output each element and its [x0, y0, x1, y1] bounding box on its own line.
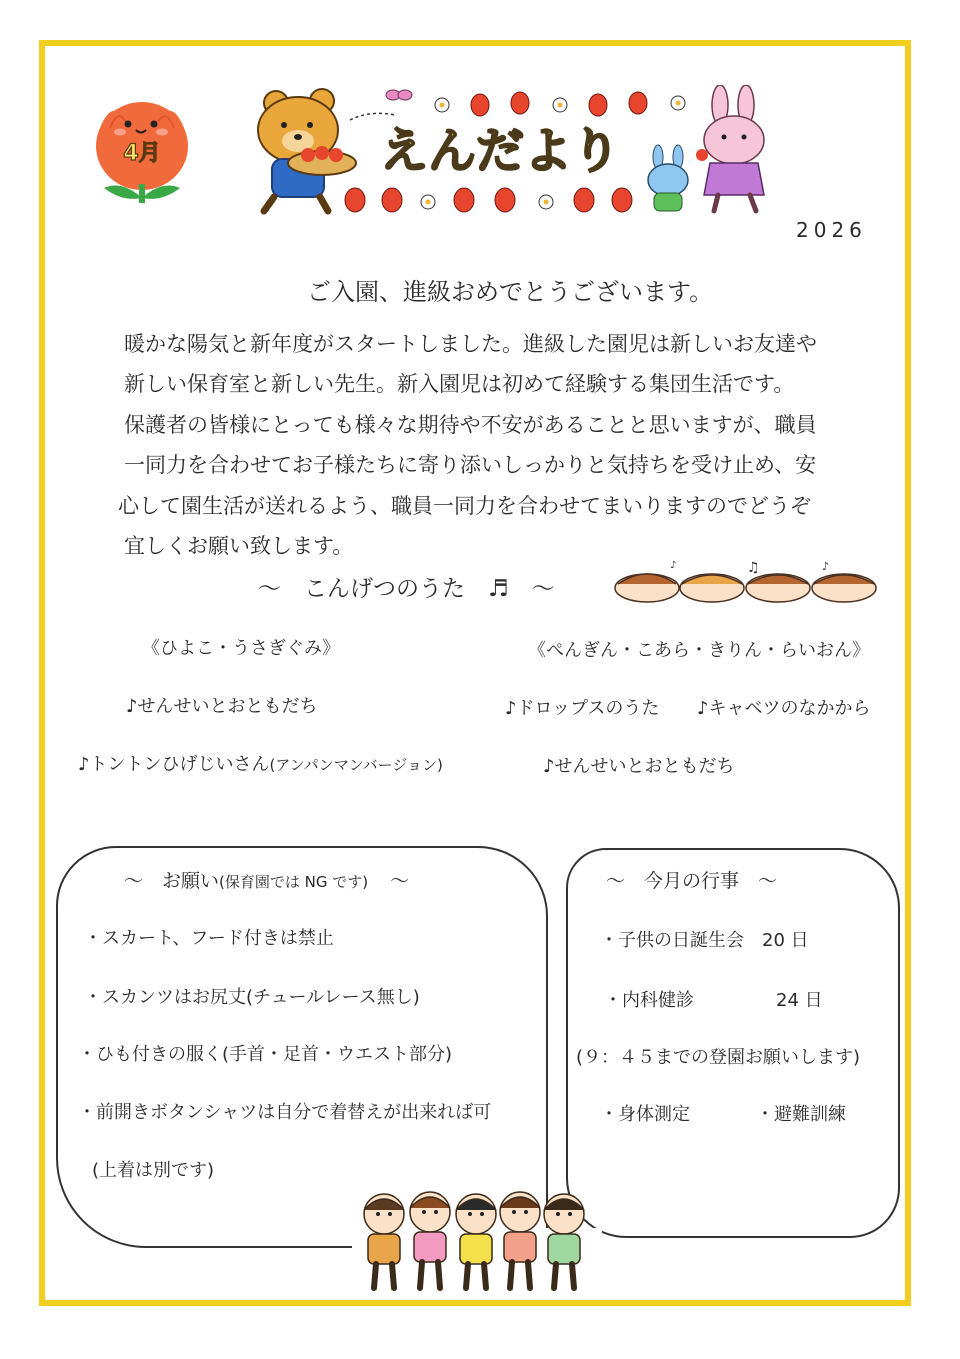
event-checkup: ・内科健診 — [604, 990, 694, 1011]
pink-rabbit-illustration — [696, 85, 764, 211]
group-a-song-1: ♪せんせいとおともだち — [126, 696, 318, 717]
header-illustration — [250, 85, 770, 220]
greeting-line: 心して園生活が送れるよう、職員一同力を合わせてまいりますのでどうぞ — [118, 493, 811, 518]
greeting-line: 宜しくお願い致します。 — [124, 534, 354, 559]
group-a-label: 《ひよこ・うさぎぐみ》 — [142, 638, 340, 659]
greeting-line: 保護者の皆様にとっても様々な期待や不安があることと思いますが、職員 — [124, 412, 817, 437]
songs-section-title: ～ こんげつのうた ♬ ～ — [258, 576, 555, 602]
request-item: ・スカート、フード付きは禁止 — [84, 928, 334, 949]
group-b-song-3: ♪せんせいとおともだち — [543, 756, 735, 777]
requests-title — [124, 866, 409, 893]
event-measurement: ・身体測定 — [600, 1104, 690, 1125]
greeting-line: 暖かな陽気と新年度がスタートしました。進級した園児は新しいお友達や — [124, 332, 817, 356]
group-b-label: 《ぺんぎん・こあら・きりん・らいおん》 — [528, 640, 870, 661]
singing-children-illustration — [612, 558, 882, 608]
request-item: ・前開きボタンシャツは自分で着替えが出来れば可 — [78, 1102, 492, 1123]
event-checkup-date: 24 日 — [776, 990, 823, 1011]
greeting-line: 新しい保育室と新しい先生。新入園児は初めて経験する集団生活です。 — [124, 372, 795, 397]
group-b-song-2: ♪キャベツのなかから — [697, 698, 871, 719]
group-a-song-2 — [78, 750, 443, 776]
request-item: ・スカンツはお尻丈(チュールレース無し) — [84, 987, 420, 1008]
greeting-body — [118, 324, 888, 566]
requests-title-main: ～ お願い — [124, 870, 220, 892]
requests-title-end: ～ — [390, 870, 410, 892]
month-badge-label: 4月 — [123, 141, 161, 166]
tulip-april-badge — [92, 98, 192, 203]
svg-text:♪: ♪ — [670, 560, 677, 571]
newsletter-title: えんだより — [380, 123, 621, 179]
strawberry-row-top — [435, 92, 685, 116]
svg-text:♫: ♫ — [747, 560, 760, 576]
children-group-illustration — [358, 1188, 594, 1300]
request-item: ・ひも付きの服く(手首・足首・ウエスト部分) — [78, 1044, 453, 1065]
strawberry-row-bottom — [345, 188, 632, 212]
greeting-headline: ご入園、進級おめでとうございます。 — [307, 278, 714, 306]
request-item: (上着は別です) — [92, 1160, 215, 1181]
requests-title-note: (保育園では NG です) — [219, 873, 369, 891]
bear-illustration — [258, 89, 356, 211]
event-checkup-note: (９：４５までの登園お願いします) — [576, 1047, 861, 1068]
group-b-song-1: ♪ドロップスのうた — [505, 698, 660, 719]
event-drill: ・避難訓練 — [756, 1104, 846, 1125]
blue-bunny-illustration — [648, 145, 688, 211]
newsletter-year: 2026 — [796, 218, 867, 242]
event-birthday: ・子供の日誕生会 20 日 — [600, 930, 809, 951]
events-title: ～ 今月の行事 ～ — [606, 870, 778, 892]
greeting-line: 一同力を合わせてお子様たちに寄り添いしっかりと気持ちを受け止め、安 — [124, 453, 817, 478]
song-title: ♪トントンひげじいさん — [78, 754, 270, 775]
song-version-note: (アンパンマンバージョン) — [269, 756, 443, 774]
svg-text:♪: ♪ — [822, 560, 830, 573]
